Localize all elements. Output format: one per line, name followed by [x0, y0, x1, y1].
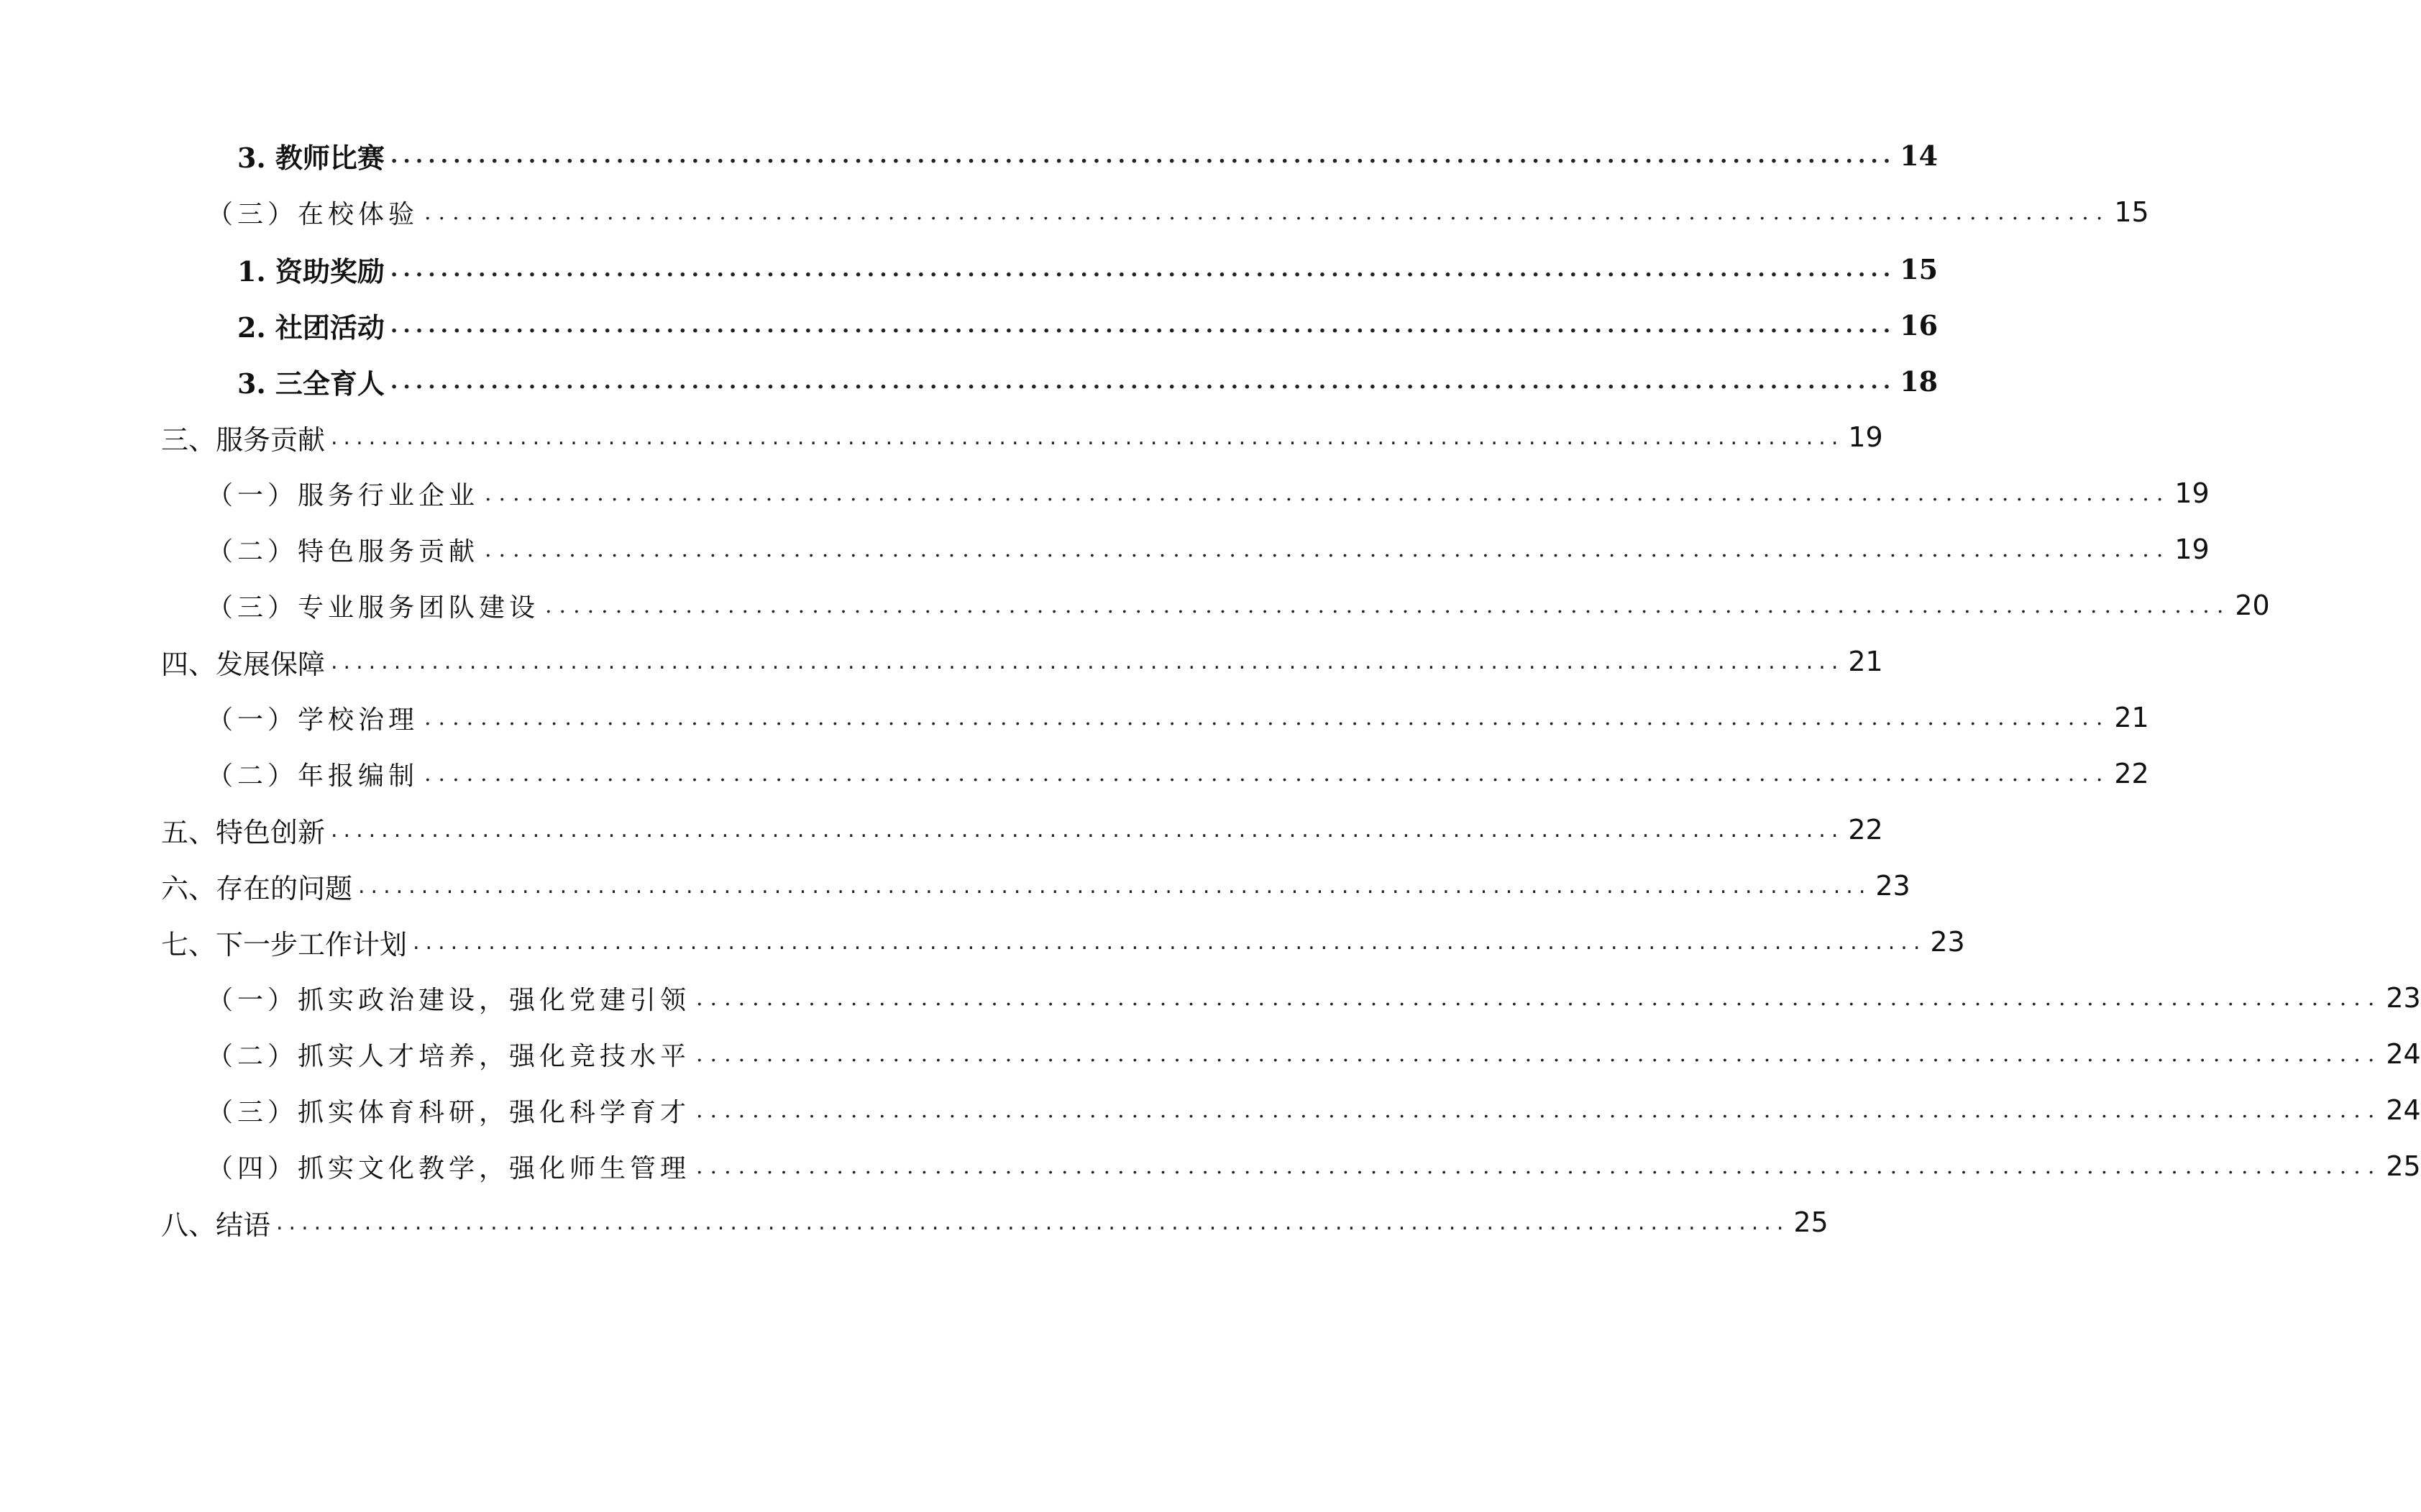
toc-entry-label: 3. 教师比赛 [237, 141, 385, 174]
dot-leader: ........................................................................................................................ [390, 368, 1896, 394]
toc-entry-label: （四）抓实文化教学，强化师生管理 [207, 1153, 691, 1183]
toc-entry-page: 19 [2174, 477, 2210, 509]
toc-entry[interactable] [207, 1089, 2421, 1132]
toc-entry-label: 八、结语 [161, 1209, 271, 1241]
toc-entry[interactable] [161, 1201, 1829, 1244]
toc-entry[interactable] [161, 808, 1883, 851]
toc-entry-page: 20 [2235, 590, 2270, 621]
toc-entry[interactable] [161, 920, 1965, 963]
toc-entry[interactable] [237, 359, 1939, 403]
dot-leader: ........................................................................................................................ [413, 929, 1926, 955]
dot-leader: ........................................................................................................................ [331, 424, 1844, 450]
toc-entry[interactable] [207, 1145, 2421, 1188]
dot-leader: ........................................................................................................................ [485, 480, 2171, 506]
toc-entry-page: 21 [2114, 702, 2149, 733]
toc-entry-label: 六、存在的问题 [161, 872, 353, 904]
toc-entry[interactable] [161, 640, 1883, 683]
dot-leader: ........................................................................................................................ [390, 256, 1896, 282]
toc-entry[interactable] [207, 976, 2421, 1020]
dot-leader: ........................................................................................................................ [696, 1041, 2382, 1067]
dot-leader: ........................................................................................................................ [390, 312, 1896, 338]
toc-entry-label: 1. 资助奖励 [237, 255, 385, 288]
toc-entry-page: 25 [2386, 1150, 2421, 1182]
toc-entry-page: 18 [1900, 365, 1939, 398]
toc-entry-label: 3. 三全育人 [237, 367, 385, 400]
toc-entry-label: （三）专业服务团队建设 [207, 592, 540, 623]
toc-entry-label: （三）抓实体育科研，强化科学育才 [207, 1097, 691, 1127]
toc-entry-label: 四、发展保障 [161, 648, 326, 680]
dot-leader: ........................................................................................................................ [331, 817, 1844, 843]
toc-entry-label: 2. 社团活动 [237, 311, 385, 344]
toc-entry-page: 21 [1848, 646, 1883, 677]
dot-leader: ........................................................................................................................ [358, 873, 1872, 899]
toc-entry-page: 25 [1793, 1206, 1829, 1238]
toc-entry-label: 七、下一步工作计划 [161, 928, 408, 961]
dot-leader: ........................................................................................................................ [424, 705, 2110, 730]
dot-leader: ........................................................................................................................ [331, 649, 1844, 674]
dot-leader: ........................................................................................................................ [276, 1209, 1790, 1235]
toc-entry-label: （一）抓实政治建设，强化党建引领 [207, 985, 691, 1015]
toc-entry[interactable] [161, 864, 1910, 907]
toc-entry-page: 15 [1900, 252, 1939, 285]
toc-entry-page: 19 [1848, 421, 1883, 453]
toc-entry-page: 24 [2386, 1038, 2421, 1070]
toc-entry-page: 19 [2174, 533, 2210, 565]
toc-entry-page: 23 [2386, 982, 2421, 1014]
dot-leader: ........................................................................................................................ [545, 592, 2231, 618]
toc-entry-page: 14 [1900, 139, 1939, 172]
toc-entry[interactable] [207, 1032, 2421, 1076]
dot-leader: ........................................................................................................................ [696, 1097, 2382, 1123]
toc-entry[interactable] [237, 303, 1939, 347]
dot-leader: ........................................................................................................................ [696, 1153, 2382, 1179]
toc-entry[interactable] [237, 247, 1939, 290]
toc-entry[interactable] [207, 696, 2149, 739]
toc-entry-page: 24 [2386, 1094, 2421, 1126]
toc-entry[interactable] [207, 472, 2210, 515]
toc-entry-page: 16 [1900, 308, 1939, 342]
toc-entry[interactable] [207, 752, 2149, 795]
toc-entry-page: 15 [2114, 196, 2149, 228]
toc-entry-page: 23 [1930, 926, 1965, 958]
toc-entry-page: 22 [2114, 758, 2149, 789]
toc-entry-label: （一）学校治理 [207, 705, 419, 735]
toc-entry-page: 22 [1848, 814, 1883, 846]
toc-entry[interactable] [207, 191, 2149, 234]
toc-entry[interactable] [161, 416, 1883, 459]
toc-entry-page: 23 [1875, 870, 1910, 902]
toc-entry-label: （三）在校体验 [207, 199, 419, 229]
dot-leader: ........................................................................................................................ [424, 199, 2110, 225]
dot-leader: ........................................................................................................................ [390, 142, 1896, 168]
toc-entry[interactable] [207, 584, 2270, 627]
dot-leader: ........................................................................................................................ [485, 536, 2171, 562]
toc-entry[interactable] [207, 528, 2210, 571]
dot-leader: ........................................................................................................................ [424, 761, 2110, 787]
toc-entry-label: （二）特色服务贡献 [207, 536, 480, 567]
toc-entry-label: （二）抓实人才培养，强化竞技水平 [207, 1041, 691, 1071]
toc-entry-label: 三、服务贡献 [161, 423, 326, 456]
toc-entry-label: （二）年报编制 [207, 761, 419, 791]
toc-entry-label: 五、特色创新 [161, 816, 326, 848]
dot-leader: ........................................................................................................................ [696, 985, 2382, 1011]
toc-entry[interactable] [237, 134, 1939, 177]
toc-entry-label: （一）服务行业企业 [207, 480, 480, 510]
